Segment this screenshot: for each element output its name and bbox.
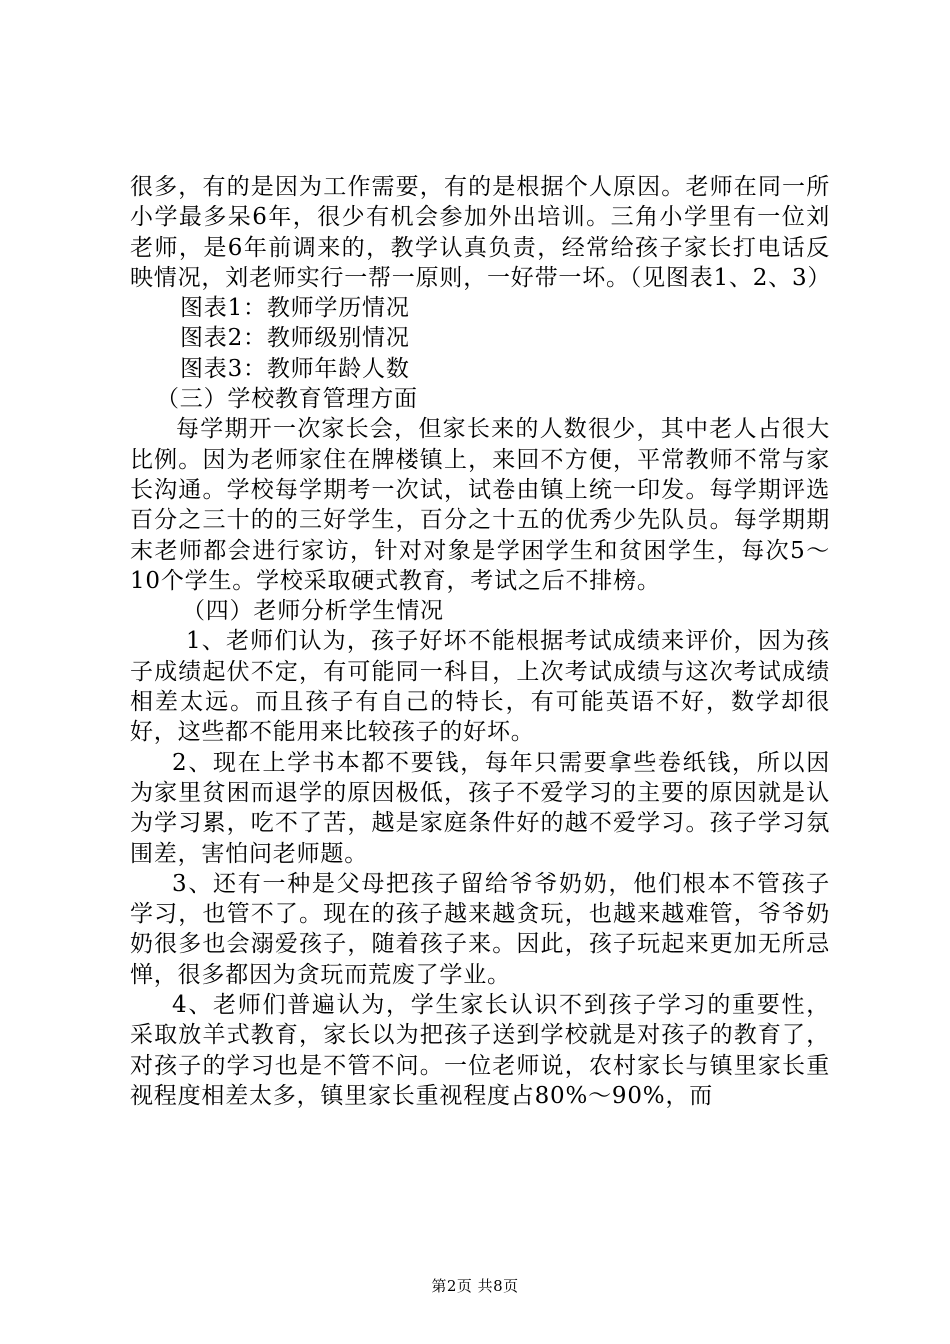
paragraph-school-management: 每学期开一次家长会，但家长来的人数很少，其中老人占很大比例。因为老师家住在牌楼镇上，来回不方便，平常教师不常与家长沟通。学校每学期考一次试，试卷由镇上统一印发。每学期评选百分之三十的的三好学生，百分之十五的优秀少先队员。每学期期末老师都会进行家访，针对对象是学困学生和贫困学生，每次5～10个学生。学校采取硬式教育，考试之后不排榜。 (130, 416, 830, 594)
section-heading-school-management: （三）学校教育管理方面 (156, 386, 418, 413)
figure-caption-1: 图表1：教师学历情况 (180, 295, 410, 322)
paragraph-point-1: 1、老师们认为，孩子好坏不能根据考试成绩来评价，因为孩子成绩起伏不定，有可能同一科目，上次考试成绩与这次考试成绩相差太远。而且孩子有自己的特长，有可能英语不好，数学却很好，这些都不能用来比较孩子的好坏。 (130, 628, 830, 746)
document-body (130, 172, 830, 1111)
paragraph-teacher-mobility: 很多，有的是因为工作需要，有的是根据个人原因。老师在同一所小学最多呆6年，很少有机会参加外出培训。三角小学里有一位刘老师，是6年前调来的，教学认真负责，经常给孩子家长打电话反映情况，刘老师实行一帮一原则，一好带一坏。（见图表1、2、3） (130, 174, 832, 291)
figure-caption-2: 图表2：教师级别情况 (180, 325, 410, 352)
paragraph-point-4: 4、老师们普遍认为，学生家长认识不到孩子学习的重要性，采取放羊式教育，家长以为把孩子送到学校就是对孩子的教育了，对孩子的学习也是不管不问。一位老师说，农村家长与镇里家长重视程度相差太多，镇里家长重视程度占80%～90%，而 (130, 992, 830, 1109)
figure-caption-3: 图表3：教师年龄人数 (180, 355, 410, 382)
paragraph-point-2: 2、现在上学书本都不要钱，每年只需要拿些卷纸钱，所以因为家里贫困而退学的原因极低，孩子不爱学习的主要的原因就是认为学习累，吃不了苦，越是家庭条件好的越不爱学习。孩子学习氛围差，害怕问老师题。 (130, 749, 830, 867)
section-heading-teacher-analysis: （四）老师分析学生情况 (182, 598, 444, 625)
paragraph-point-3: 3、还有一种是父母把孩子留给爷爷奶奶，他们根本不管孩子学习，也管不了。现在的孩子越来越贪玩，也越来越难管，爷爷奶奶很多也会溺爱孩子，随着孩子来。因此，孩子玩起来更加无所忌惮，很多都因为贪玩而荒废了学业。 (130, 870, 830, 988)
page-number-footer: 第2页 共8页 (431, 1277, 519, 1295)
